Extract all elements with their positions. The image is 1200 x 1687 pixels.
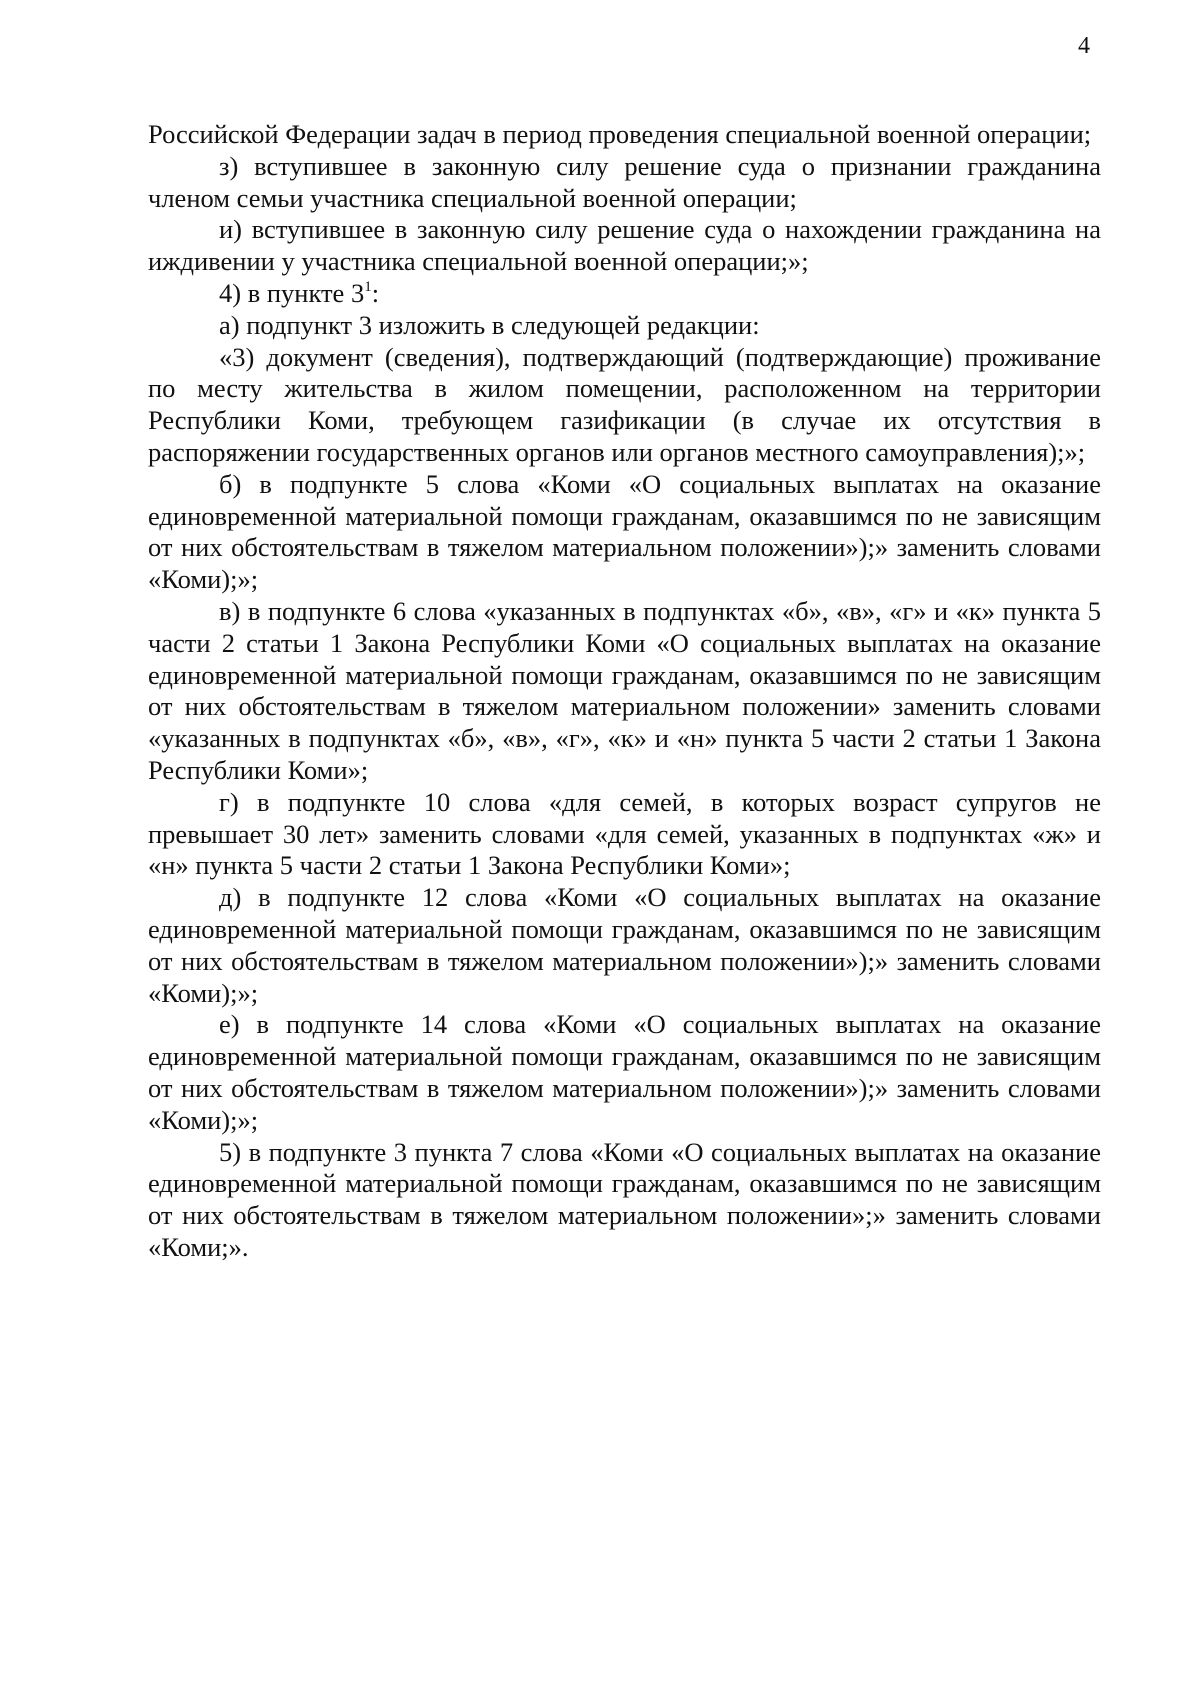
paragraph-continuation: Российской Федерации задач в период проведения специальной военной операции;: [148, 119, 1092, 149]
superscript-index: 1: [364, 278, 372, 295]
page-number: 4: [1078, 33, 1090, 59]
item-4-text: 4) в пункте 3: [219, 277, 365, 308]
paragraph-subitem-3: «3) документ (сведения), подтверждающий (подтверждающие) проживание по месту жительства в жилом помещении, расположенном на территории Республики Коми, требующем газификации (в случае их отсутствия в распоряжении государственных органов или органов местного самоуправления);»;: [148, 341, 1101, 467]
paragraph-item-e: е) в подпункте 14 слова «Коми «О социальных выплатах на оказание единовременной материальной помощи гражданам, оказавшимся по не зависящим от них обстоятельствам в тяжелом материальном положении»);» заменить словами «Коми);»;: [148, 1009, 1101, 1135]
paragraph-item-a: а) подпункт 3 изложить в следующей редакции:: [219, 309, 760, 340]
paragraph-item-4: [148, 278, 1101, 310]
document-body: [148, 119, 1101, 1264]
paragraph-item-g: г) в подпункте 10 слова «для семей, в которых возраст супругов не превышает 30 лет» заменить словами «для семей, указанных в подпунктах «ж» и «н» пункта 5 части 2 статьи 1 Закона Республики Коми»;: [148, 786, 1101, 881]
paragraph-item-d: д) в подпункте 12 слова «Коми «О социальных выплатах на оказание единовременной материальной помощи гражданам, оказавшимся по не зависящим от них обстоятельствам в тяжелом материальном положении»);» заменить словами «Коми);»;: [148, 882, 1101, 1008]
paragraph-item-b: б) в подпункте 5 слова «Коми «О социальных выплатах на оказание единовременной материальной помощи гражданам, оказавшимся по не зависящим от них обстоятельствам в тяжелом материальном положении»);» заменить словами «Коми);»;: [148, 468, 1101, 595]
paragraph-item-i: и) вступившее в законную силу решение суда о нахождении гражданина на иждивении у участника специальной военной операции;»;: [148, 214, 1101, 277]
item-4-suffix: :: [371, 277, 380, 308]
paragraph-item-5: 5) в подпункте 3 пункта 7 слова «Коми «О социальных выплатах на оказание единовременной материальной помощи гражданам, оказавшимся по не зависящим от них обстоятельствам в тяжелом материальном положении»;» заменить словами «Коми;».: [148, 1136, 1101, 1262]
paragraph-item-v: в) в подпункте 6 слова «указанных в подпунктах «б», «в», «г» и «к» пункта 5 части 2 статьи 1 Закона Республики Коми «О социальных выплатах на оказание единовременной материальной помощи гражданам, оказавшимся по не зависящим от них обстоятельствам в тяжелом материальном положении» заменить словами «указанных в подпунктах «б», «в», «г», «к» и «н» пункта 5 части 2 статьи 1 Закона Республики Коми»;: [148, 595, 1101, 785]
paragraph-item-z: з) вступившее в законную силу решение суда о признании гражданина членом семьи участника специальной военной операции;: [148, 150, 1101, 213]
